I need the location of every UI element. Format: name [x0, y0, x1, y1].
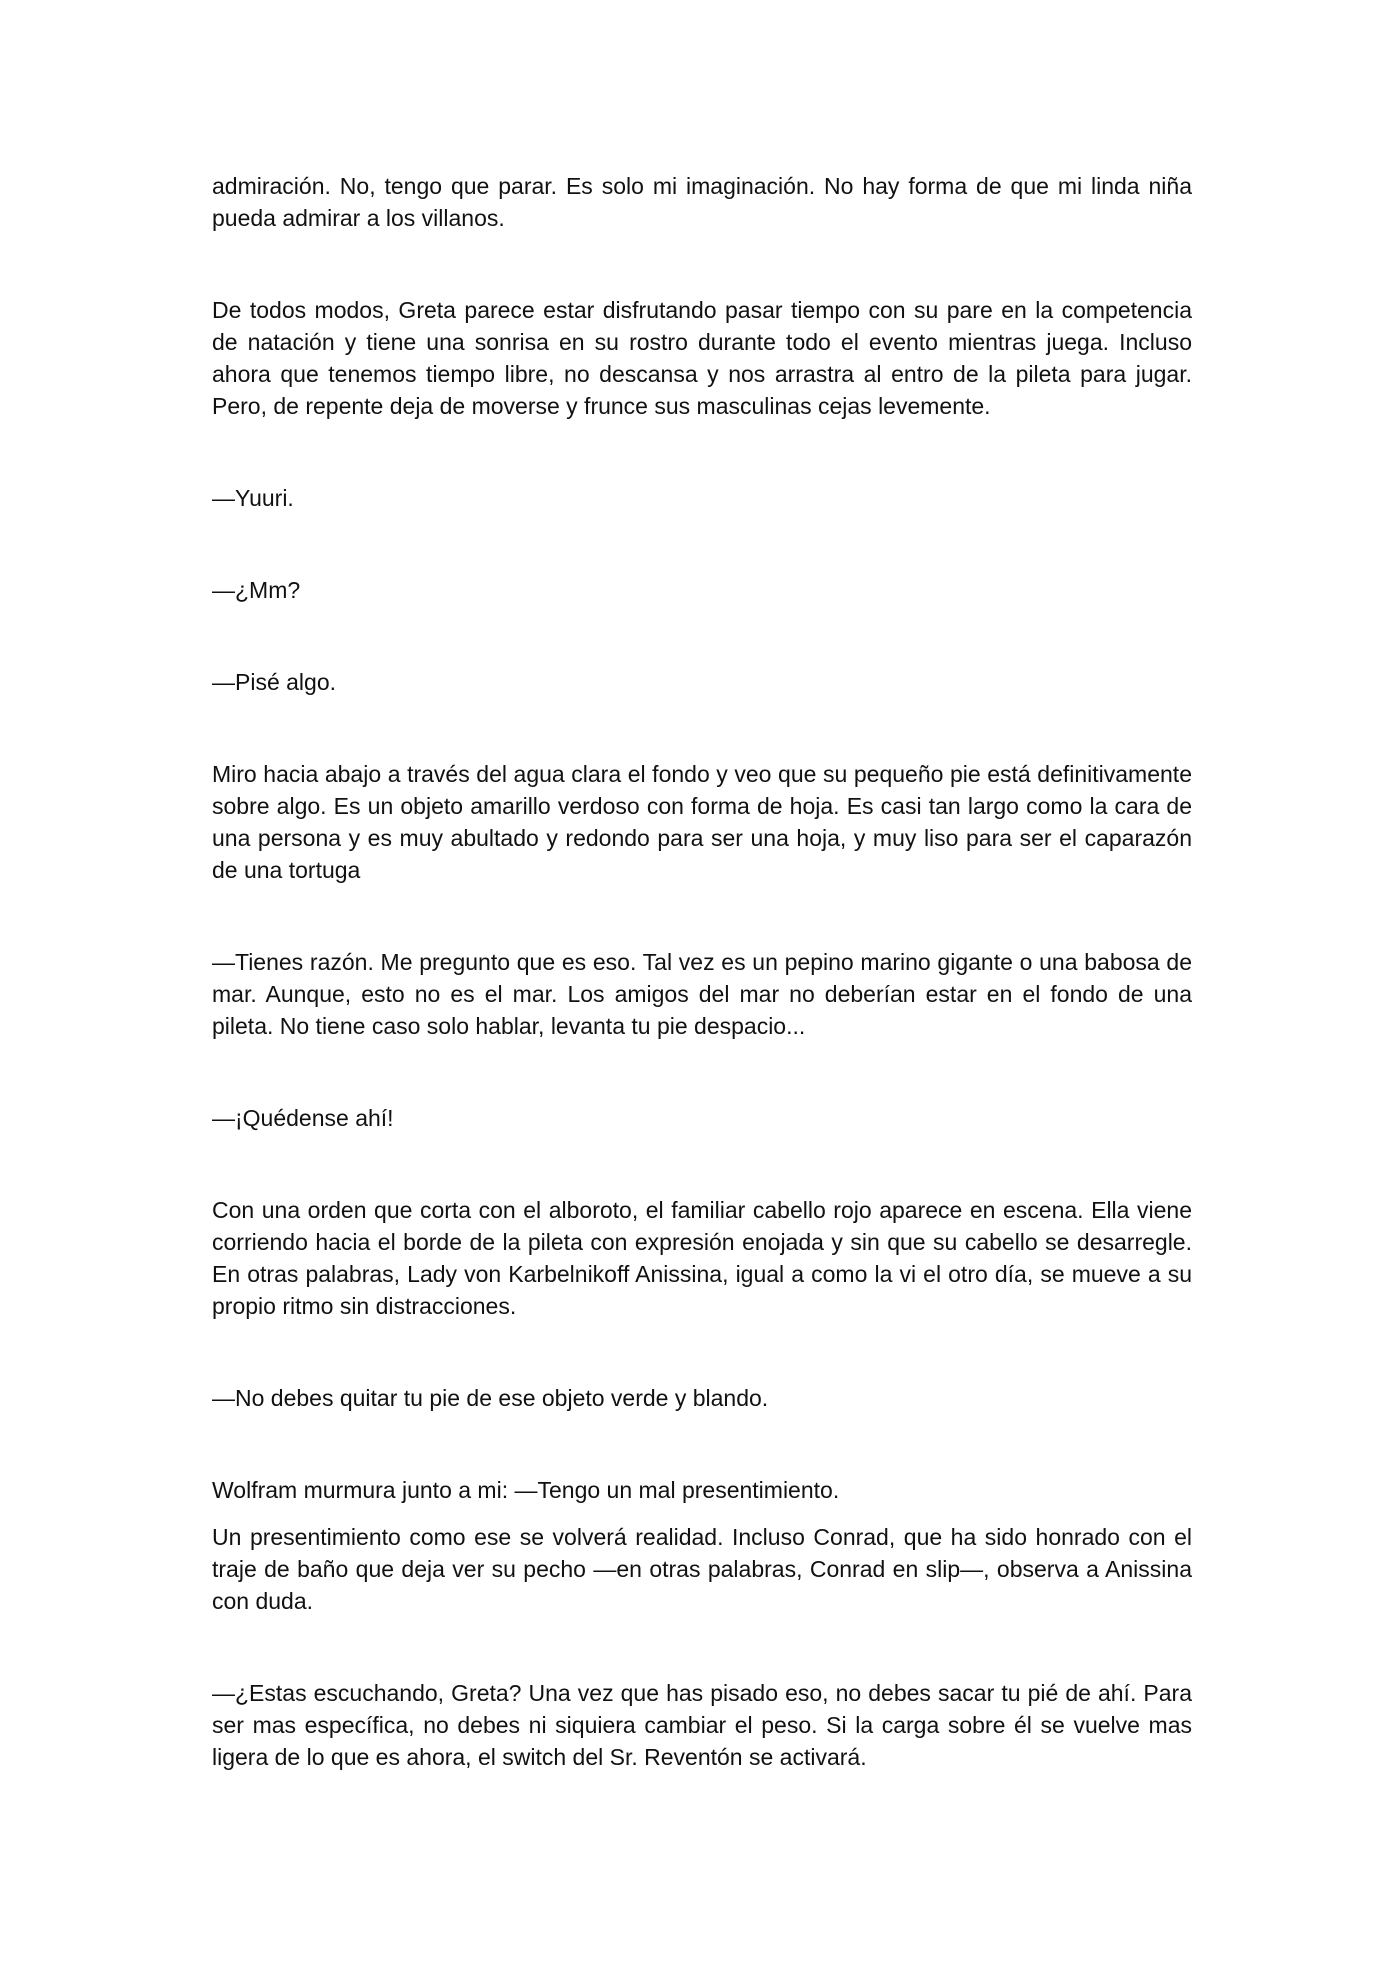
paragraph-objeto-amarillo: Miro hacia abajo a través del agua clara el fondo y veo que su pequeño pie está definitivamente sobre algo. Es un objeto amarillo verdoso con forma de hoja. Es casi tan largo como la cara de una persona y es muy abultado y redondo para ser una hoja, y muy liso para ser el caparazón de una tortuga	[212, 761, 1192, 883]
dialogue-estas-escuchando: —¿Estas escuchando, Greta? Una vez que has pisado eso, no debes sacar tu pié de ahí. Para ser mas específica, no debes ni siquiera cambiar el peso. Si la carga sobre él se vuelve mas ligera de lo que es ahora, el switch del Sr. Reventón se activará.	[212, 1680, 1192, 1770]
dialogue-quedense-ahi: —¡Quédense ahí!	[212, 1105, 394, 1131]
dialogue-mm: —¿Mm?	[212, 577, 301, 603]
paragraph-admiracion: admiración. No, tengo que parar. Es solo mi imaginación. No hay forma de que mi linda niña pueda admirar a los villanos.	[212, 173, 1192, 231]
dialogue-tienes-razon: —Tienes razón. Me pregunto que es eso. Tal vez es un pepino marino gigante o una babosa de mar. Aunque, esto no es el mar. Los amigos del mar no deberían estar en el fondo de una pileta. No tiene caso solo hablar, levanta tu pie despacio...	[212, 949, 1192, 1039]
paragraph-greta-natacion: De todos modos, Greta parece estar disfrutando pasar tiempo con su pare en la competencia de natación y tiene una sonrisa en su rostro durante todo el evento mientras juega. Incluso ahora que tenemos tiempo libre, no descansa y nos arrastra al entro de la pileta para jugar. Pero, de repente deja de moverse y frunce sus masculinas cejas levemente.	[212, 297, 1192, 419]
document-body	[212, 170, 1192, 1773]
dialogue-pise-algo: —Pisé algo.	[212, 669, 337, 695]
paragraph-anissina-llega: Con una orden que corta con el alboroto, el familiar cabello rojo aparece en escena. Ella viene corriendo hacia el borde de la pileta con expresión enojada y sin que su cabello se desarregle. En otras palabras, Lady von Karbelnikoff Anissina, igual a como la vi el otro día, se mueve a su propio ritmo sin distracciones.	[212, 1197, 1192, 1319]
paragraph-wolfram-murmura: Wolfram murmura junto a mi: —Tengo un mal presentimiento.	[212, 1477, 840, 1503]
dialogue-yuuri: —Yuuri.	[212, 485, 294, 511]
paragraph-presentimiento: Un presentimiento como ese se volverá realidad. Incluso Conrad, que ha sido honrado con el traje de baño que deja ver su pecho —en otras palabras, Conrad en slip—, observa a Anissina con duda.	[212, 1524, 1192, 1614]
dialogue-no-debes-quitar: —No debes quitar tu pie de ese objeto verde y blando.	[212, 1385, 769, 1411]
